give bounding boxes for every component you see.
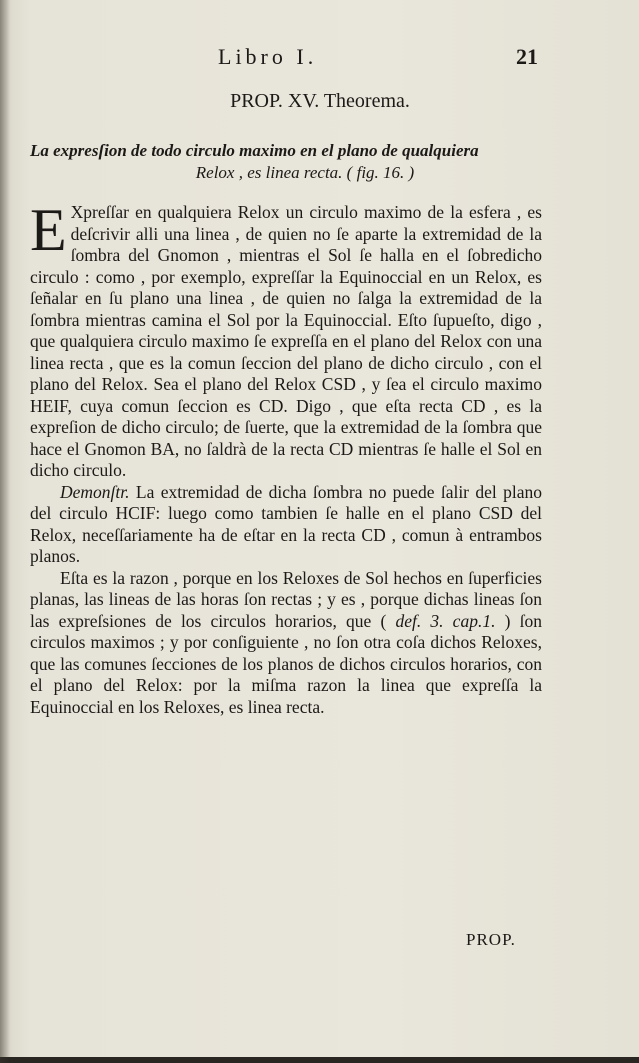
paragraph-1-text: Xpreſſar en qualquiera Relox un circulo maximo de la esfera , es deſcrivir alli una linea , de quien no ſe aparte la extremidad de la ſombra del Gnomon , mientras el Sol ſe halla en el ſobredicho circulo : como , por exemplo, expreſſar la Equinoccial en un Relox, es ſeñalar en ſu plano una linea , de quien no ſalga la extremidad de la ſombra mientras camina el Sol por la Equinoccial. Eſto ſupueſto, digo , que qualquiera circulo maximo ſe expreſſa en el plano del Relox con una linea recta , que es la comun ſeccion del plano de dicho circulo , con el plano del Relox. Sea el plano del Relox CSD , y ſea el circulo maximo HEIF, cuya comun ſeccion es CD. Digo , que eſta recta CD , es la expreſion de dicho circulo; de ſuerte, que la extremidad de la ſombra que hace el Gnomon BA, no ſaldrà de la recta CD mientras ſe halle el Sol en dicho circulo.: [30, 202, 542, 480]
paragraph-1: [30, 197, 542, 482]
paragraph-3: [30, 568, 542, 719]
paragraph-3-text-after: ) ſon circulos maximos ; y por conſiguiente , no ſon otra coſa dichos Reloxes, que las comunes ſecciones de los planos de dichos circulos horarios, con el plano del Relox: por la miſma razon la linea que expreſſa la Equinoccial en los Reloxes, es linea recta.: [30, 610, 542, 717]
paragraph-3-text-before: Eſta es la razon , porque en los Reloxes de Sol hechos en ſuperficies planas, las lineas de las horas ſon rectas ; y es , porque dichas lineas ſon las expreſsiones de los circulos horarios, que (: [30, 567, 542, 631]
catchword: PROP.: [466, 930, 516, 949]
page-bottom-edge: [0, 1057, 639, 1063]
proposition-heading: PROP. XV. Theorema.: [230, 90, 410, 112]
body-text: [30, 197, 542, 718]
paragraph-2: [30, 482, 542, 568]
demonstration-label: Demonſtr.: [60, 481, 130, 502]
subtitle-line-1: La expresſion de todo circulo maximo en el plano de qualquiera: [30, 141, 479, 160]
running-head: [0, 44, 639, 76]
subtitle-line-2: Relox , es linea recta. ( fig. 16. ): [195, 163, 415, 182]
paragraph-2-text: La extremidad de dicha ſombra no puede ſalir del plano del circulo HCIF: luego como tambien ſe halle en el plano CSD del Relox, neceſſariamente ha de eſtar en la recta CD , comun à entrambos planos.: [30, 481, 542, 566]
page-number: 21: [516, 44, 538, 69]
proposition-subtitle: [30, 140, 550, 184]
drop-cap: E: [30, 197, 67, 263]
running-head-title: Libro I.: [218, 44, 318, 69]
citation: def. 3. cap.1.: [395, 610, 496, 631]
